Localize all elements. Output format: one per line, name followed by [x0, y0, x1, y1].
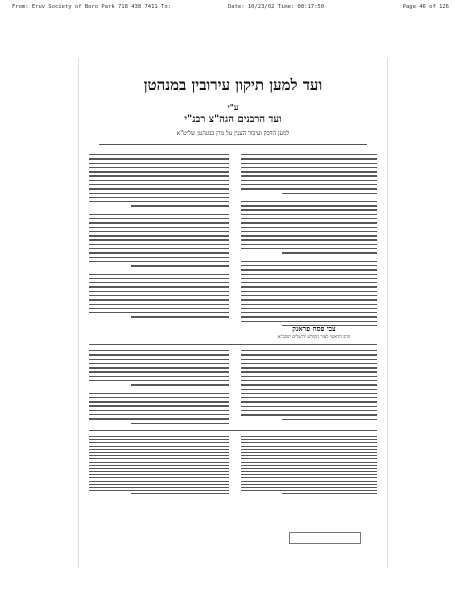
text-line — [241, 154, 377, 155]
text-line — [241, 205, 377, 206]
fax-page-number: Page 46 of 126 — [402, 4, 449, 10]
text-line — [89, 393, 229, 394]
text-line — [241, 184, 377, 185]
fax-date: Date: 10/23/02 Time: 08:17:50 — [228, 4, 325, 10]
text-column-right — [241, 154, 377, 329]
text-line — [241, 363, 377, 364]
text-line — [89, 201, 229, 202]
text-line — [241, 239, 377, 240]
text-line — [89, 227, 229, 228]
text-line — [282, 193, 377, 194]
text-line — [241, 308, 377, 309]
text-line — [89, 304, 229, 305]
text-line — [241, 393, 377, 394]
text-line — [89, 171, 229, 172]
text-line — [89, 180, 229, 181]
footnotes-left — [89, 436, 229, 497]
text-line — [241, 367, 377, 368]
text-line — [89, 363, 229, 364]
text-line — [89, 299, 229, 300]
text-line — [241, 376, 377, 377]
text-line — [241, 218, 377, 219]
text-line — [241, 442, 377, 443]
text-line — [89, 235, 229, 236]
text-line — [89, 410, 229, 411]
text-line — [241, 474, 377, 475]
text-line — [89, 455, 229, 456]
text-line — [241, 455, 377, 456]
text-line — [241, 316, 377, 317]
text-line — [131, 384, 229, 385]
text-line — [241, 462, 377, 463]
text-line — [241, 248, 377, 249]
text-line — [89, 193, 229, 194]
text-line — [241, 439, 377, 440]
text-line — [241, 477, 377, 478]
text-line — [241, 214, 377, 215]
lower-column-right — [241, 350, 377, 423]
text-line — [241, 354, 377, 355]
footnote-rule — [89, 430, 377, 431]
text-line — [89, 367, 229, 368]
text-line — [241, 490, 377, 491]
text-line — [89, 371, 229, 372]
text-line — [241, 158, 377, 159]
text-line — [241, 222, 377, 223]
text-line — [89, 197, 229, 198]
text-line — [241, 471, 377, 472]
text-line — [241, 410, 377, 411]
text-line — [89, 446, 229, 447]
text-line — [89, 248, 229, 249]
text-line — [241, 244, 377, 245]
article-subtitle: למען הדבק ועיבוד הענין על מרן במנהטן שליט"א — [176, 130, 290, 137]
text-line — [241, 175, 377, 176]
text-line — [241, 389, 377, 390]
lower-column-left — [89, 350, 229, 427]
text-line — [131, 423, 229, 424]
section-subtitle: הרב הראשי לעיר הקודש ירושלים תובב"א — [277, 335, 351, 340]
text-line — [241, 201, 377, 202]
text-line — [89, 468, 229, 469]
text-line — [89, 188, 229, 189]
text-line — [89, 401, 229, 402]
text-line — [241, 291, 377, 292]
text-line — [241, 449, 377, 450]
text-line — [89, 312, 229, 313]
footnotes-right — [241, 436, 377, 497]
text-column-left — [89, 154, 229, 321]
text-line — [89, 484, 229, 485]
text-line — [89, 308, 229, 309]
text-line — [282, 419, 377, 420]
text-line — [241, 269, 377, 270]
text-line — [241, 487, 377, 488]
text-line — [89, 418, 229, 419]
text-line — [89, 380, 229, 381]
text-line — [89, 231, 229, 232]
text-line — [89, 158, 229, 159]
text-line — [89, 214, 229, 215]
text-line — [241, 180, 377, 181]
text-line — [241, 171, 377, 172]
text-line — [89, 167, 229, 168]
text-line — [241, 401, 377, 402]
text-line — [89, 414, 229, 415]
text-line — [241, 312, 377, 313]
text-line — [241, 436, 377, 437]
text-line — [241, 384, 377, 385]
text-line — [89, 471, 229, 472]
text-line — [89, 261, 229, 262]
text-line — [89, 481, 229, 482]
text-line — [241, 458, 377, 459]
text-line — [241, 380, 377, 381]
text-line — [89, 458, 229, 459]
text-line — [241, 446, 377, 447]
text-line — [241, 359, 377, 360]
text-line — [241, 235, 377, 236]
article-byline: ע"י — [227, 102, 239, 112]
text-line — [282, 252, 377, 253]
text-line — [89, 474, 229, 475]
text-line — [241, 414, 377, 415]
text-line — [241, 209, 377, 210]
text-line — [89, 291, 229, 292]
text-line — [241, 286, 377, 287]
text-line — [89, 439, 229, 440]
text-line — [241, 397, 377, 398]
text-line — [241, 231, 377, 232]
text-line — [89, 218, 229, 219]
text-line — [89, 278, 229, 279]
text-line — [89, 397, 229, 398]
text-line — [241, 406, 377, 407]
text-line — [241, 163, 377, 164]
article-author: ועד הרבנים הגה"צ רבנ"י — [184, 114, 282, 125]
text-line — [89, 244, 229, 245]
text-line — [241, 468, 377, 469]
section-rule — [89, 344, 377, 345]
text-line — [89, 154, 229, 155]
text-line — [241, 295, 377, 296]
text-line — [89, 295, 229, 296]
title-rule — [99, 144, 367, 145]
text-line — [89, 252, 229, 253]
text-line — [241, 371, 377, 372]
text-line — [241, 350, 377, 351]
text-line — [241, 282, 377, 283]
text-line — [241, 167, 377, 168]
document-page — [78, 58, 388, 568]
text-line — [89, 436, 229, 437]
text-line — [241, 227, 377, 228]
text-line — [131, 316, 229, 317]
text-line — [241, 188, 377, 189]
text-line — [89, 163, 229, 164]
text-line — [89, 452, 229, 453]
text-line — [241, 452, 377, 453]
text-line — [89, 175, 229, 176]
text-line — [241, 321, 377, 322]
text-line — [241, 261, 377, 262]
text-line — [89, 477, 229, 478]
text-line — [89, 239, 229, 240]
text-line — [89, 490, 229, 491]
text-line — [282, 493, 377, 494]
text-line — [89, 274, 229, 275]
article-title: ועד למען תיקון עירובין במנהטן — [143, 76, 323, 94]
text-line — [241, 304, 377, 305]
text-line — [241, 484, 377, 485]
text-line — [89, 449, 229, 450]
text-line — [241, 274, 377, 275]
text-line — [131, 493, 229, 494]
text-line — [89, 286, 229, 287]
text-line — [89, 184, 229, 185]
text-line — [89, 222, 229, 223]
text-line — [241, 265, 377, 266]
text-line — [89, 465, 229, 466]
text-line — [241, 465, 377, 466]
text-line — [131, 265, 229, 266]
text-line — [241, 299, 377, 300]
text-line — [131, 205, 229, 206]
text-line — [89, 442, 229, 443]
text-line — [89, 359, 229, 360]
text-line — [89, 354, 229, 355]
text-line — [89, 462, 229, 463]
fax-sender: From: Eruv Society of Boro Park 718 438 7411 To: — [12, 4, 171, 10]
text-line — [89, 376, 229, 377]
page-stamp — [289, 532, 361, 544]
section-title: צבי פסח פראנק — [292, 324, 336, 333]
text-line — [241, 481, 377, 482]
text-line — [89, 282, 229, 283]
text-line — [89, 487, 229, 488]
text-line — [89, 257, 229, 258]
text-line — [89, 350, 229, 351]
text-line — [89, 405, 229, 406]
text-line — [241, 278, 377, 279]
